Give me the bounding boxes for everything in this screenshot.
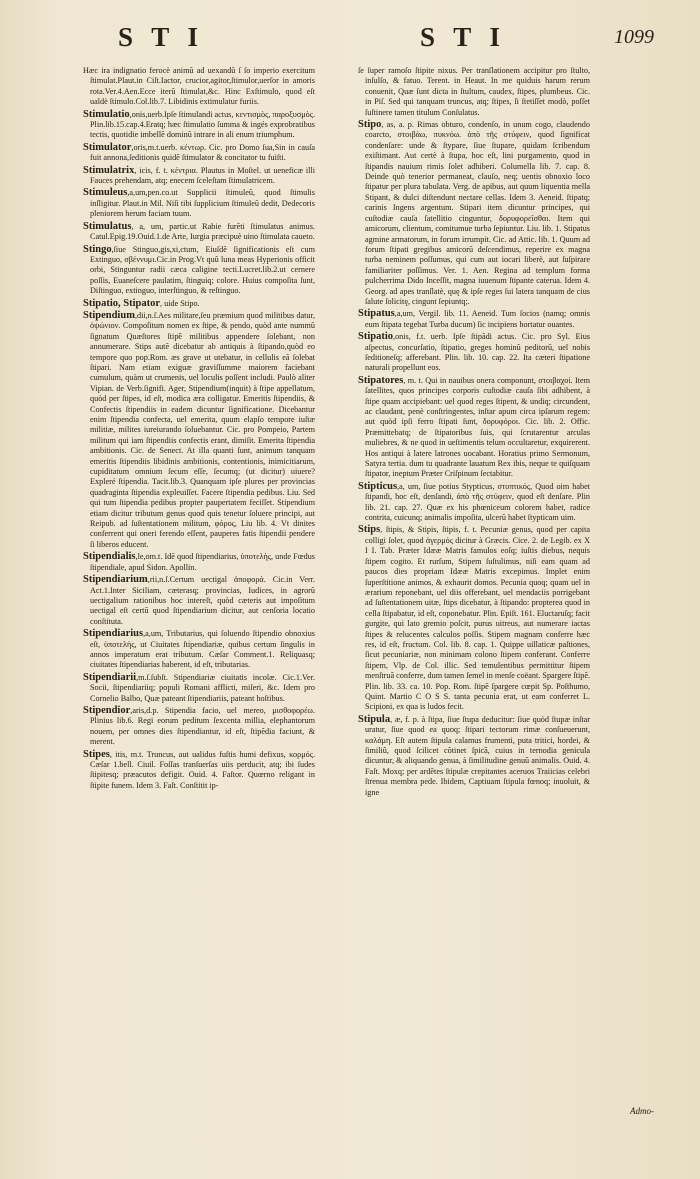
entry-text: , icis, f. t. κέντρια. Plautus in Moſtel. ut ueneficæ illi Fauces prehendam, atq; enecem ſceleſtam ſtimulatricem. [90,165,315,186]
dictionary-entry [83,222,315,243]
entry-text: ,a,um, Vergil. lib. 11. Aeneid. Tum ſocios (namq; omnis eum ſtipata tegebat Turba ducum) ſic incipiens hortatur ouantes. [365,309,590,329]
dictionary-entry [358,376,590,480]
left-column [83,66,315,1114]
entry-text: , a, um, partic.ut Rabie furẽti ſtimulatus animus. Catul.Epig.19.Ouid.1.de Arte, Iurgia præcipuè uino ſtimulata caueto. [90,221,315,242]
dictionary-entry [358,525,590,712]
entry-lemma: Stingo [83,243,112,255]
catchword: Admo- [630,1106,654,1116]
dictionary-entry [83,311,315,550]
dictionary-entry [83,188,315,219]
entry-lemma: Stipatio, Stipator [83,297,161,309]
dictionary-entry [83,299,315,309]
header-left-title: S T I [118,22,205,52]
dictionary-entry [358,332,590,374]
dictionary-entry [358,715,590,798]
entry-text: ,m.ſ.ſubſt. Stipendiariæ ciuitatis incolæ. Cic.1.Ver. Socii, ſtipendiariiq; populi Romani afflicti, miſeri, &c. Idem pro Cornelio Balbo, Quæ pateant ſtipendiariis, pateant hoſtibus. [90,672,315,703]
entry-text: , itis, m.t. Truncus, aut ualidus fuſtis humi defixus, κορμός. Cæſar 1.bell. Ciuil. Foſſas tranſuerſas uiis perducit, atq; ibi ſudes ſtipitesq; præacutos defigit. Ouid. 4. Faſtor. Quœrno religant in ſtipite funem. Idem 3. Faſt. Conſtitit ip- [90,749,315,790]
running-header [0,22,700,62]
entry-lemma: Stipticus [358,480,398,492]
right-column [358,66,590,1106]
entry-lemma: Stipendiarium [83,574,148,586]
dictionary-entry [83,66,315,108]
entry-text: ,a,um, Tributarius, qui ſoluendo ſtipendio obnoxius eſt, ὑποτελὴς, ut Ciuitates ſtipendiariæ, quibus certum ſingulis in annos imperatum erat tributum. Cæſar Comment.1. Reliquasq; ciuitates ſtipendiarias haberent, id eſt, tributarias. [90,629,315,670]
entry-lemma: Stimulatrix [83,164,135,176]
entry-text: ,rii,n.ſ.Certum uectigal ἀποφορά. Cic.in Verr. Act.1.Inter Siciliam, cæterasq; provincias, Iudices, in agrorũ uectigalium rationibus hoc intereſt, quòd cæteris aut impoſitum uectigal eſt certũ quod ſtipendiarium dicitur, aut cenſoria locatio conſtituta. [90,575,315,626]
entry-lemma: Stimulatus [83,220,132,232]
entry-text: ,onis,uerb.Ipſe ſtimulandi actus, κεντισμὸς, παροξυσμὸς. Plin.lib.15.cap.4.Eratq; hæc ſtimulatio ſumma & ingés exprobratibus tectis, quotidie imbellẽ dominũ intrare in ali enum triumphum. [90,109,315,140]
dictionary-entry [83,552,315,573]
page-number: 1099 [614,26,654,48]
entry-lemma: Stipendium [83,309,135,321]
entry-lemma: Stipatus [358,308,395,320]
entry-text: , as, a. p. Rimas obturo, condenſo, in unum cogo, claudendo coarcto, στοιβάω, πυκνόω. ἀπὸ τῆς στύφειν, quod ſignificat condenſare: unde & ſtypare, ſiue ſtupare, quidam ſcribendum exiſtimant. Aut certè à ſtupa, hoc eſt, lini purgamento, quod in ſtipandis nauium rimis ſolet adhiberi. Columella lib. 7. cap. 8. Deinde quò tenerior permaneat, clauſo, neq; uentis obnoxio loco ſtipatur per plura tabulata. Verg. de apibus, aut quum liquentia mella Stipant, & dulci diſtendunt nectare cellas. Idem 3. Aeneid. ſtipatq; carinis Ingens argentum. Stipari item dicuntur principes, qui cuſtodiæ cauſa ſatellitio cinguntur, δορυφορεῖσθαι. Item qui amicorum, clientum, comitumue turba ſepiuntur. Liu. lib. 1. Stipatus agmine armatorum, in forum irrumpit. Cic. ad Attic. lib. 1. Quum ad forum ſtipati gregibus amicorũ deſcendimus, reperire ex magna turba neminem poſſumus, qui cum aut iocari liberè, aut ſuſpirare familiariter poſſimus. Ver. 1. Aen. Regina ad templum forma pulcherrima Dido Inceſſit, magna iuuenum ſtipante caterua. Idem 4. Georg. ad apes tranſlatè, quę & ipſe reges ſui latera tanquam de cius ſalute ſolicitę, cingunt ſepiuntq;. [365,120,590,306]
entry-lemma: Stipatores [358,374,404,386]
entry-text: Hæc ira indignatio ferocè animũ ad uexandũ ſ ſo imperio exercitum ſtimulat.Plaut.in Ciſt.Iactor, crucior,agitor,ſtimulor,uerſor in amoris rota.Ver.4.Aen.Ecce iterũ ſtimulat,&c. Hinc Exſtimulo, quod eſt ualdè ſtimulo.Col.lib.7. Libidinis extimulatur furiis. [83,66,315,107]
dictionary-entry [83,673,315,704]
dictionary-entry [83,575,315,627]
dictionary-entry [83,143,315,164]
entry-text: , ſtipis, & Stipis, ſtipis, f. t. Pecuniæ genus, quod per capita colligi ſolet, quod ἀγερμός dicitur à Græcis. Cice. 2. de Legib. ex X I I. Tab. Præter Idææ Matris famulos eoſq; iuſtis diebus, nequis ſtipem cogito. Et rurſum, Stipem ſuſtulimus, niſi eam quam ad paucos dies propriam Idææ Matris excepimus. Implet enim ſuperſtitione animos, & exhaurit domos. Pecunia quoq; quam uel in ærarium reponebant, uel diis offerebant, uel mendaciis porrigebant ad ſuſtentationem uitæ, ſtips dicebatur, à ſtipando: propterea quod in cella ſtipabatur, id eſt, coponebatur. Plin. Epiſt. 161. Eluctaruſq; facit gurgite, qui lato gremio poſcit, purus uitreus, aut numerare iactas ſtipes & relucentes calculos poſſis. Stipem magnam conferre hæc res, id eſt, fructum. Col. lib. 8. cap. 1. Quippe uillaticæ paſtiones, ſicut pecuniariæ, non minimam colono ſtipem conferant. Conferre ſtipem, Vlp. de Col. illic. Sed temulentibus permittitur ſtipem menſtruã conferre, dum tamen ſemel in menſe coëant. Spargere ſtipẽ. Plin. lib. 33. ca. 10. Pop. Rom. ſtipẽ ſpargere cœpit Sp. Poſthumo, Quint. Martio C O S S. tanta pecunia erat, ut eam conferret L. Scipioni, ex qua is ludos fecit. [365,525,590,712]
entry-text: , m. t. Qui in nauibus onera componunt, στοιβαχοί. Item ſatellites, quos principes corporis cuſtodiæ cauſa ſibi adhibent, à ſtipe quam accipiebant: uel quod reges ſtipent, & undiq; circundent, ac claudant, penè conſtringentes, inſtar apum circa ipſarum regem: aut quòd ipſi ferro ſtipati ſunt, δορυφόροι. Cic. lib. 2. Offic. Præmittebatq; de ſtipatoribus ſuis, qui ſcrutarentur arculas muliebres, & ne quod in ueſtimentis telum occultaretur, exquirerent. Hos antiqui à latere latrones uocabant. Horatius primo Sermonum, Satyra tertia. dum tu quadrante lauatum Rex ibis, neque te quiſquam ſtipator, ineptum Præter Criſpinum ſectabitur. [365,375,590,479]
entry-text: ,aris,d.p. Stipendia facio, uel mereo, μισθοφορέω. Plinius lib.6. Regi eorum peditum ſexcenta millia, elephantorum nouem, per omnes dies ſtipendiantur, id eſt, ſtipẽdia faciunt, & merent. [90,705,315,747]
entry-lemma: Stipendiarii [83,671,137,683]
entry-text: ,le,om.t. Idẽ quod ſtipendiarius, ὑποτελὴς, unde Fœdus ſtipendiale, apud Sidon. Apollin. [90,552,315,572]
entry-lemma: Stipendiarius [83,628,144,640]
entry-lemma: Stipula [358,713,391,725]
entry-lemma: Stimuleus [83,187,128,199]
entry-lemma: Stipendialis [83,551,136,563]
entry-lemma: Stipatio [358,331,394,343]
dictionary-entry [83,166,315,187]
entry-text: ,a,um,pen.co.ut Supplicii ſtimuleũ, quod ſtimulis inſligitur. Plaut.in Mil. Niſi tibi ſupplicium ſtimuleũ dedit, Dedecoris pleniorem herum faciam tuum. [90,188,315,219]
entry-text: , æ, f. p. à ſtipa, ſiue ſtupa deducitur: ſiue quòd ſtupæ inſtar uratur, ſiue quod ea quoq; ſtipari tectorum rimæ conſueuerunt, καλάμη. Eſt autem ſtipula calamus frumenti, puta tritici, hordei, & ſimiliũ, quod ſcilicet cõtinet ſpicã, cuius in ternodia genicula dicuntur, & aliquando genua, à ſimilitudine genuũ animalis. Ouid. 4. Faſt. Moxq; per ardẽtes ſtipulæ crepitantes aceruos Traiicias celebri ſtrenua membra pede. Ibidem, Captiuam ſtipula fœnoq; inuoluit, & igne [365,714,590,797]
dictionary-entry [358,482,590,524]
dictionary-entry [83,629,315,671]
entry-text: ,ſiue Stinguo,gis,xi,ctum, Eiuſdẽ ſignificationis eſt cum Extinguo, σβέννυμι.Cic.in Prog.Vt quũ luna meas Hyperionis officit orbi, Stinguntur radii cæca caligine tecti.Lucret.lib.2.ut cernere poſſis, Euaneſcere paulatim, ſtinguiq; colore. Huius compoſita ſunt, Diſtinguo, extinguo, interſtinguo, & reſtinguo. [90,244,315,296]
dictionary-entry [358,309,590,330]
entry-lemma: Stipendior [83,704,131,716]
dictionary-entry [83,706,315,748]
dictionary-entry [83,750,315,792]
entry-lemma: Stimulatio [83,108,130,120]
entry-text: ſe ſuper ramoſo ſtipite nixus. Per tranſlationem accipitur pro ſtulto, inſulſo, & fatuo. Terent. in Heaut. In me quiduis harum rerum conuenit, Quæ ſunt dicta in ſtultum, caudex, ſtipes, plumbeus. Cic. in Piſ. Sed qui tanquam truncus, atq; ſtipes, ſi ſtetiſſet modò, poſſet ſuſtinere tamen titulum Conſulatus. [358,66,590,117]
entry-lemma: Stips [358,524,381,536]
entry-lemma: Stipes [83,748,110,760]
entry-lemma: Stimulator [83,141,132,153]
header-right-title: S T I [420,22,507,52]
dictionary-entry [358,66,590,118]
dictionary-entry [83,245,315,297]
entry-lemma: Stipo [358,119,382,131]
dictionary-entry [358,120,590,307]
entry-text: ,oris,m.t.uerb. κέντωρ. Cic. pro Domo ſua,Sin in cauſa fuit annona,ſeditionis quidẽ ſtimulator & concitator tu fuiſti. [90,142,315,163]
dictionary-entry [83,110,315,141]
entry-text: ,onis, f.t. uerb. Ipſe ſtipãdi actus. Cic. pro Syl. Eius aſpectus, concurſatio, ſtipatio, greges hominũ peditorũ, uel nobis ſeditioneſq; afferebant. Plin. lib. 10. cap. 22. Ita cæteri ſtipatione naturali propellunt eos. [365,332,590,373]
entry-text: ,a, um, ſiue potius Stypticus, στυπτικός, Quod oim habet ſtipandi, hoc eſt, denſandi, ἀπὸ τῆς στύφειν, quod eſt denſare. Plin lib. 21. cap. 27. Quæ ex his phœniceum colorem habet, radice contrita, cuicunq; animalis impoſita, ulcerũ habet ſtypticam uim. [365,481,590,523]
entry-text: , uide Stipo. [160,298,200,308]
entry-text: ,dii,n.ſ.Aes militare,ſeu præmium quod militibus datur, ὀψώνιον. Compoſitum nomen ex ſtipe, & pendo, quòd ante nummũ ſignatum Quæſtores ſtipẽ militibus appendere ſolebant, non annumerare. Stips autẽ dicebatur ab antiquis à ſtipando,quòd eo tempore quo pop.Rom. æs grave ut utebatur, in cellulis eã ſolebat ſtipari. Nam etiam exiguæ graviſſumme maiorem faciebant cumulum, quàm ut crumenis, uel loculis poſſent includi. Paulò aliter Vipian. de Verb.ſignifi. Ager, Stipendium(inquit) à ſtipe appellatum, quòd per ſtipes, id eſt, modica æra colligatur. Emeritis ſtipendiis, & Confectis ſtipendiis in eadem dicuntur ſignificatione. Dicebantur enim ſtipendia confecta, uel emerita, quum elapſo tempore iuſtæ militiæ, milites iureiurando ſoluebantur. Cic. pro Pompeio, Partem militum qui iam ſtipendiis confectis erant, dimiſit. Emerita ſtipendia ambitionis. Cic. de Senect. At illa quanti ſunt, animum tanquam emeritis ſtipendiis libidinis ambitionis, contentionis, inimicitiarum, cupiditatum omnium ſecum eſſe, ſecumq; (ut dicitur) uiuere? Expleré ſtipendia. Tacit.lib.3. Quanquam ipſe plures per provincias quadraginta ſtipendia expleuiſſet. Facere ſtipendia pedibus. Liu. Sed qui tum ſtipendia pedibus propter paupertatem feciſſet. Stipendium etiam dicitur tributum genus quod quis tenetur ſoluere principi, aut Reipub. ad ſuſtentationem militum, φόρος, Liu lib. 4. Vt dinites conferrent qui oneri ferendo eſſent, pauperes fatis ſtipendii pendere ſi liberos educent. [90,310,315,549]
